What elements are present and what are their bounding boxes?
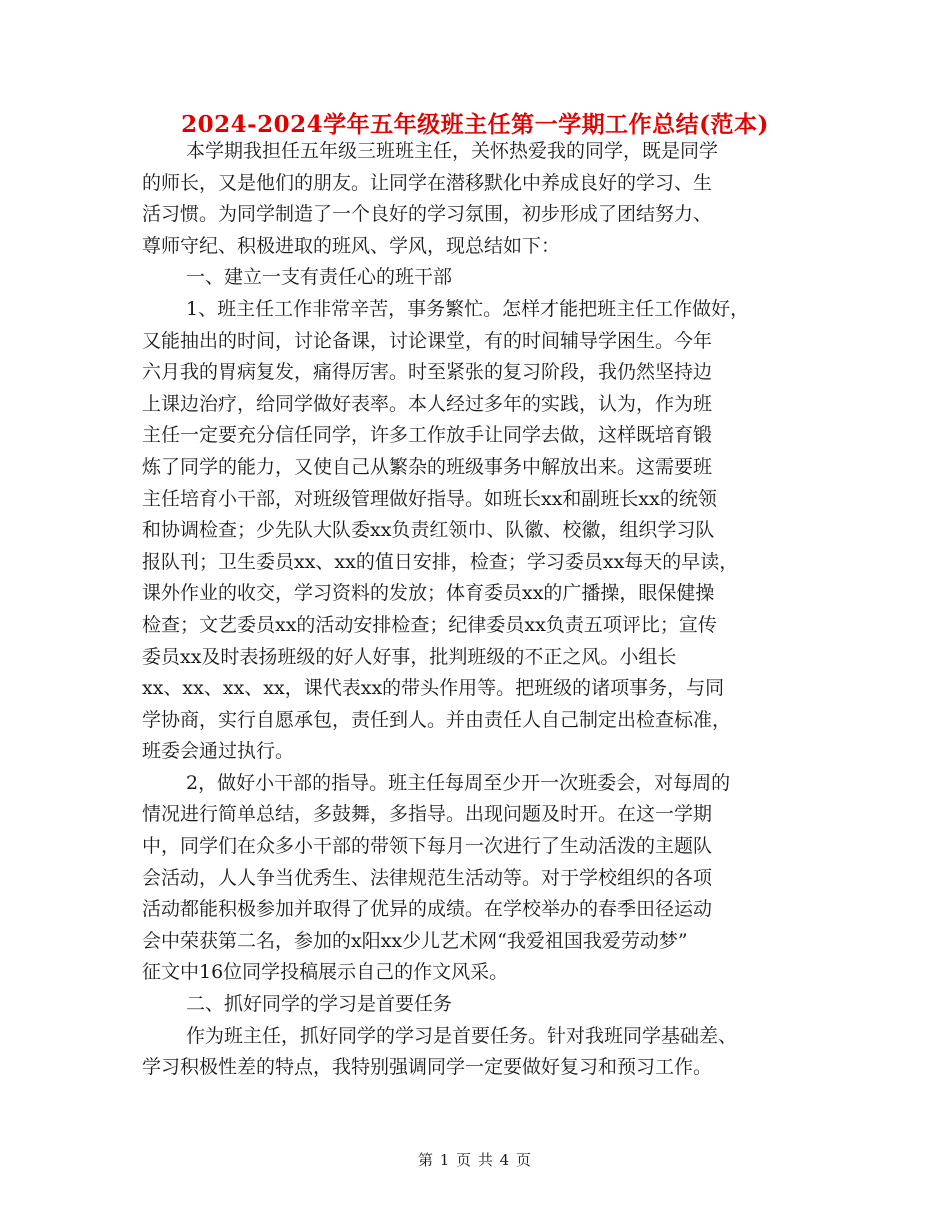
body-line: xx、xx、xx、xx，课代表xx的带头作用等。把班级的诸项事务，与同 [142,677,725,700]
body-line: 六月我的胃病复发，痛得厉害。时至紧张的复习阶段，我仍然坚持边 [142,361,713,384]
body-line: 学习积极性差的特点，我特别强调同学一定要做好复习和预习工作。 [142,1056,713,1079]
body-line: 和协调检查；少先队大队委xx负责红领巾、队徽、校徽，组织学习队 [142,519,715,542]
body-line: 的师长，又是他们的朋友。让同学在潜移默化中养成良好的学习、生 [142,171,713,194]
body-line: 1、班主任工作非常辛苦，事务繁忙。怎样才能把班主任工作做好， [186,297,750,320]
body-line: 二、抓好同学的学习是首要任务 [186,993,453,1016]
body-line: 又能抽出的时间，讨论备课，讨论课堂，有的时间辅导学困生。今年 [142,329,713,352]
body-line: 课外作业的收交，学习资料的发放；体育委员xx的广播操，眼保健操 [142,582,715,605]
body-line: 班委会通过执行。 [142,740,295,763]
body-line: 报队刊；卫生委员xx、xx的值日安排，检查；学习委员xx每天的早读， [142,550,739,573]
body-line: 主任培育小干部，对班级管理做好指导。如班长xx和副班长xx的统领 [142,487,717,510]
body-line: 会活动，人人争当优秀生、法律规范生活动等。对于学校组织的各项 [142,866,713,889]
body-line: 本学期我担任五年级三班班主任，关怀热爱我的同学，既是同学 [186,140,719,162]
body-line: 征文中16位同学投稿展示自己的作文风采。 [142,961,509,984]
body-line: 活习惯。为同学制造了一个良好的学习氛围，初步形成了团结努力、 [142,203,713,226]
body-line: 检查；文艺委员xx的活动安排检查；纪律委员xx负责五项评比；宣传 [142,613,717,636]
body-line: 中，同学们在众多小干部的带领下每月一次进行了生动活泼的主题队 [142,835,713,858]
body-line: 2，做好小干部的指导。班主任每周至少开一次班委会，对每周的 [186,771,731,794]
body-line: 一、建立一支有责任心的班干部 [186,266,453,289]
document-title: 2024-2024学年五年级班主任第一学期工作总结(范本) [181,111,769,138]
body-line: 主任一定要充分信任同学，许多工作放手让同学去做，这样既培育锻 [142,424,713,447]
body-line: 会中荣获第二名，参加的x阳xx少儿艺术网“我爱祖国我爱劳动梦” [142,929,688,952]
document-body [142,136,822,1084]
body-line: 炼了同学的能力，又使自己从繁杂的班级事务中解放出来。这需要班 [142,455,713,478]
body-line: 尊师守纪、积极进取的班风、学风，现总结如下： [142,234,561,257]
page-footer: 第 1 页 共 4 页 [418,1151,532,1169]
body-line: 上课边治疗，给同学做好表率。本人经过多年的实践，认为，作为班 [142,392,713,415]
body-line: 作为班主任，抓好同学的学习是首要任务。针对我班同学基础差、 [186,1024,738,1047]
body-line: 学协商，实行自愿承包，责任到人。并由责任人自己制定出检查标准， [142,708,732,731]
body-line: 委员xx及时表扬班级的好人好事，批判班级的不正之风。小组长 [142,645,677,668]
body-line: 活动都能积极参加并取得了优异的成绩。在学校举办的春季田径运动 [142,898,713,921]
body-line: 情况进行简单总结，多鼓舞，多指导。出现问题及时开。在这一学期 [142,803,713,826]
